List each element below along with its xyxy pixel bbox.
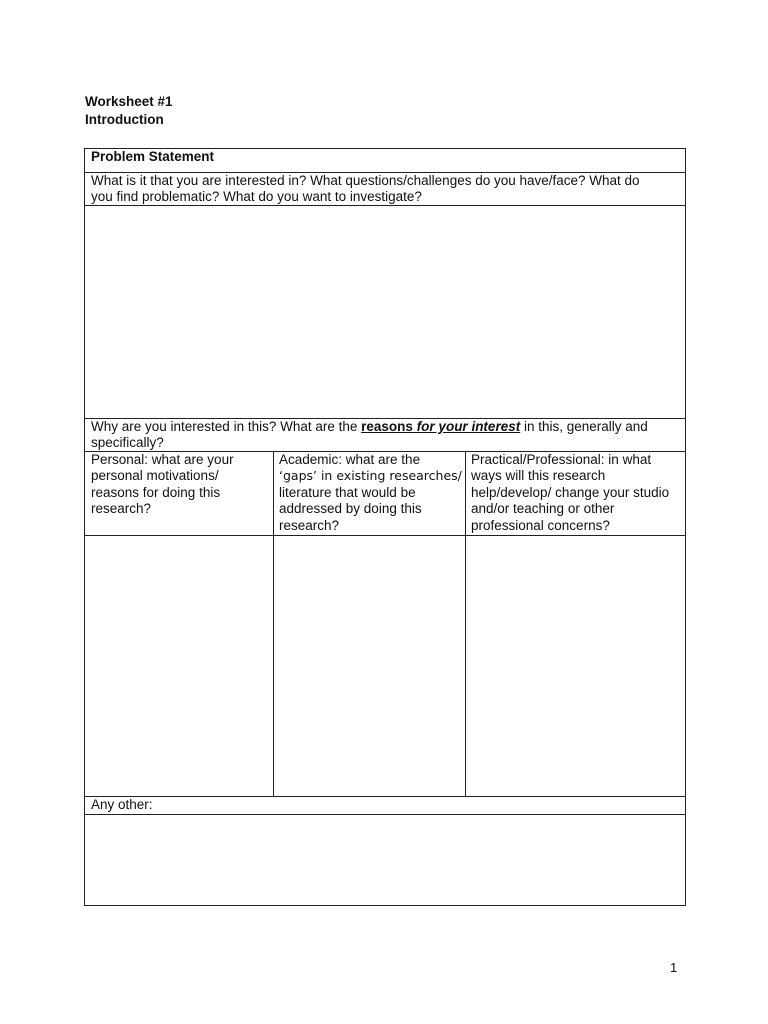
any-other-label: Any other: [91,797,153,812]
academic-line-2: ‘gaps’ in existing researches/ [279,468,462,483]
personal-line-1: Personal: what are your [91,452,234,467]
personal-line-2: personal motivations/ [91,468,219,483]
reasons-line-1 [91,419,648,436]
academic-line-4: addressed by doing this [279,501,422,516]
practical-line-3: help/develop/ change your studio [471,485,670,500]
prompt-line-2: you find problematic? What do you want to investigate? [91,189,422,204]
academic-line-3: literature that would be [279,485,416,500]
personal-line-3: reasons for doing this [91,485,221,500]
reasons-suffix: in this, generally and [520,419,648,434]
section-title: Introduction [85,112,164,127]
practical-line-2: ways will this research [471,468,606,483]
any-other-row [84,796,686,815]
reasons-prefix: Why are you interested in this? What are the [91,419,362,434]
personal-answer-area[interactable] [84,535,274,797]
any-other-answer-area[interactable] [84,814,686,906]
academic-line-5: research? [279,518,340,533]
worksheet-title: Worksheet #1 [85,94,173,109]
personal-line-4: research? [91,501,152,516]
problem-answer-area[interactable] [84,205,686,419]
reasons-line-2: specifically? [91,435,164,450]
academic-answer-area[interactable] [273,535,466,797]
reasons-bold-italic: for your interest [416,419,521,434]
prompt-line-1: What is it that you are interested in? What questions/challenges do you have/face? What do [91,173,640,188]
practical-line-5: professional concerns? [471,518,610,533]
academic-line-1: Academic: what are the [279,452,421,467]
practical-line-4: and/or teaching or other [471,501,615,516]
problem-statement-heading: Problem Statement [91,149,215,164]
reasons-bold: reasons [361,419,413,434]
practical-answer-area[interactable] [465,535,686,797]
practical-line-1: Practical/Professional: in what [471,452,652,467]
page-number: 1 [670,960,678,975]
